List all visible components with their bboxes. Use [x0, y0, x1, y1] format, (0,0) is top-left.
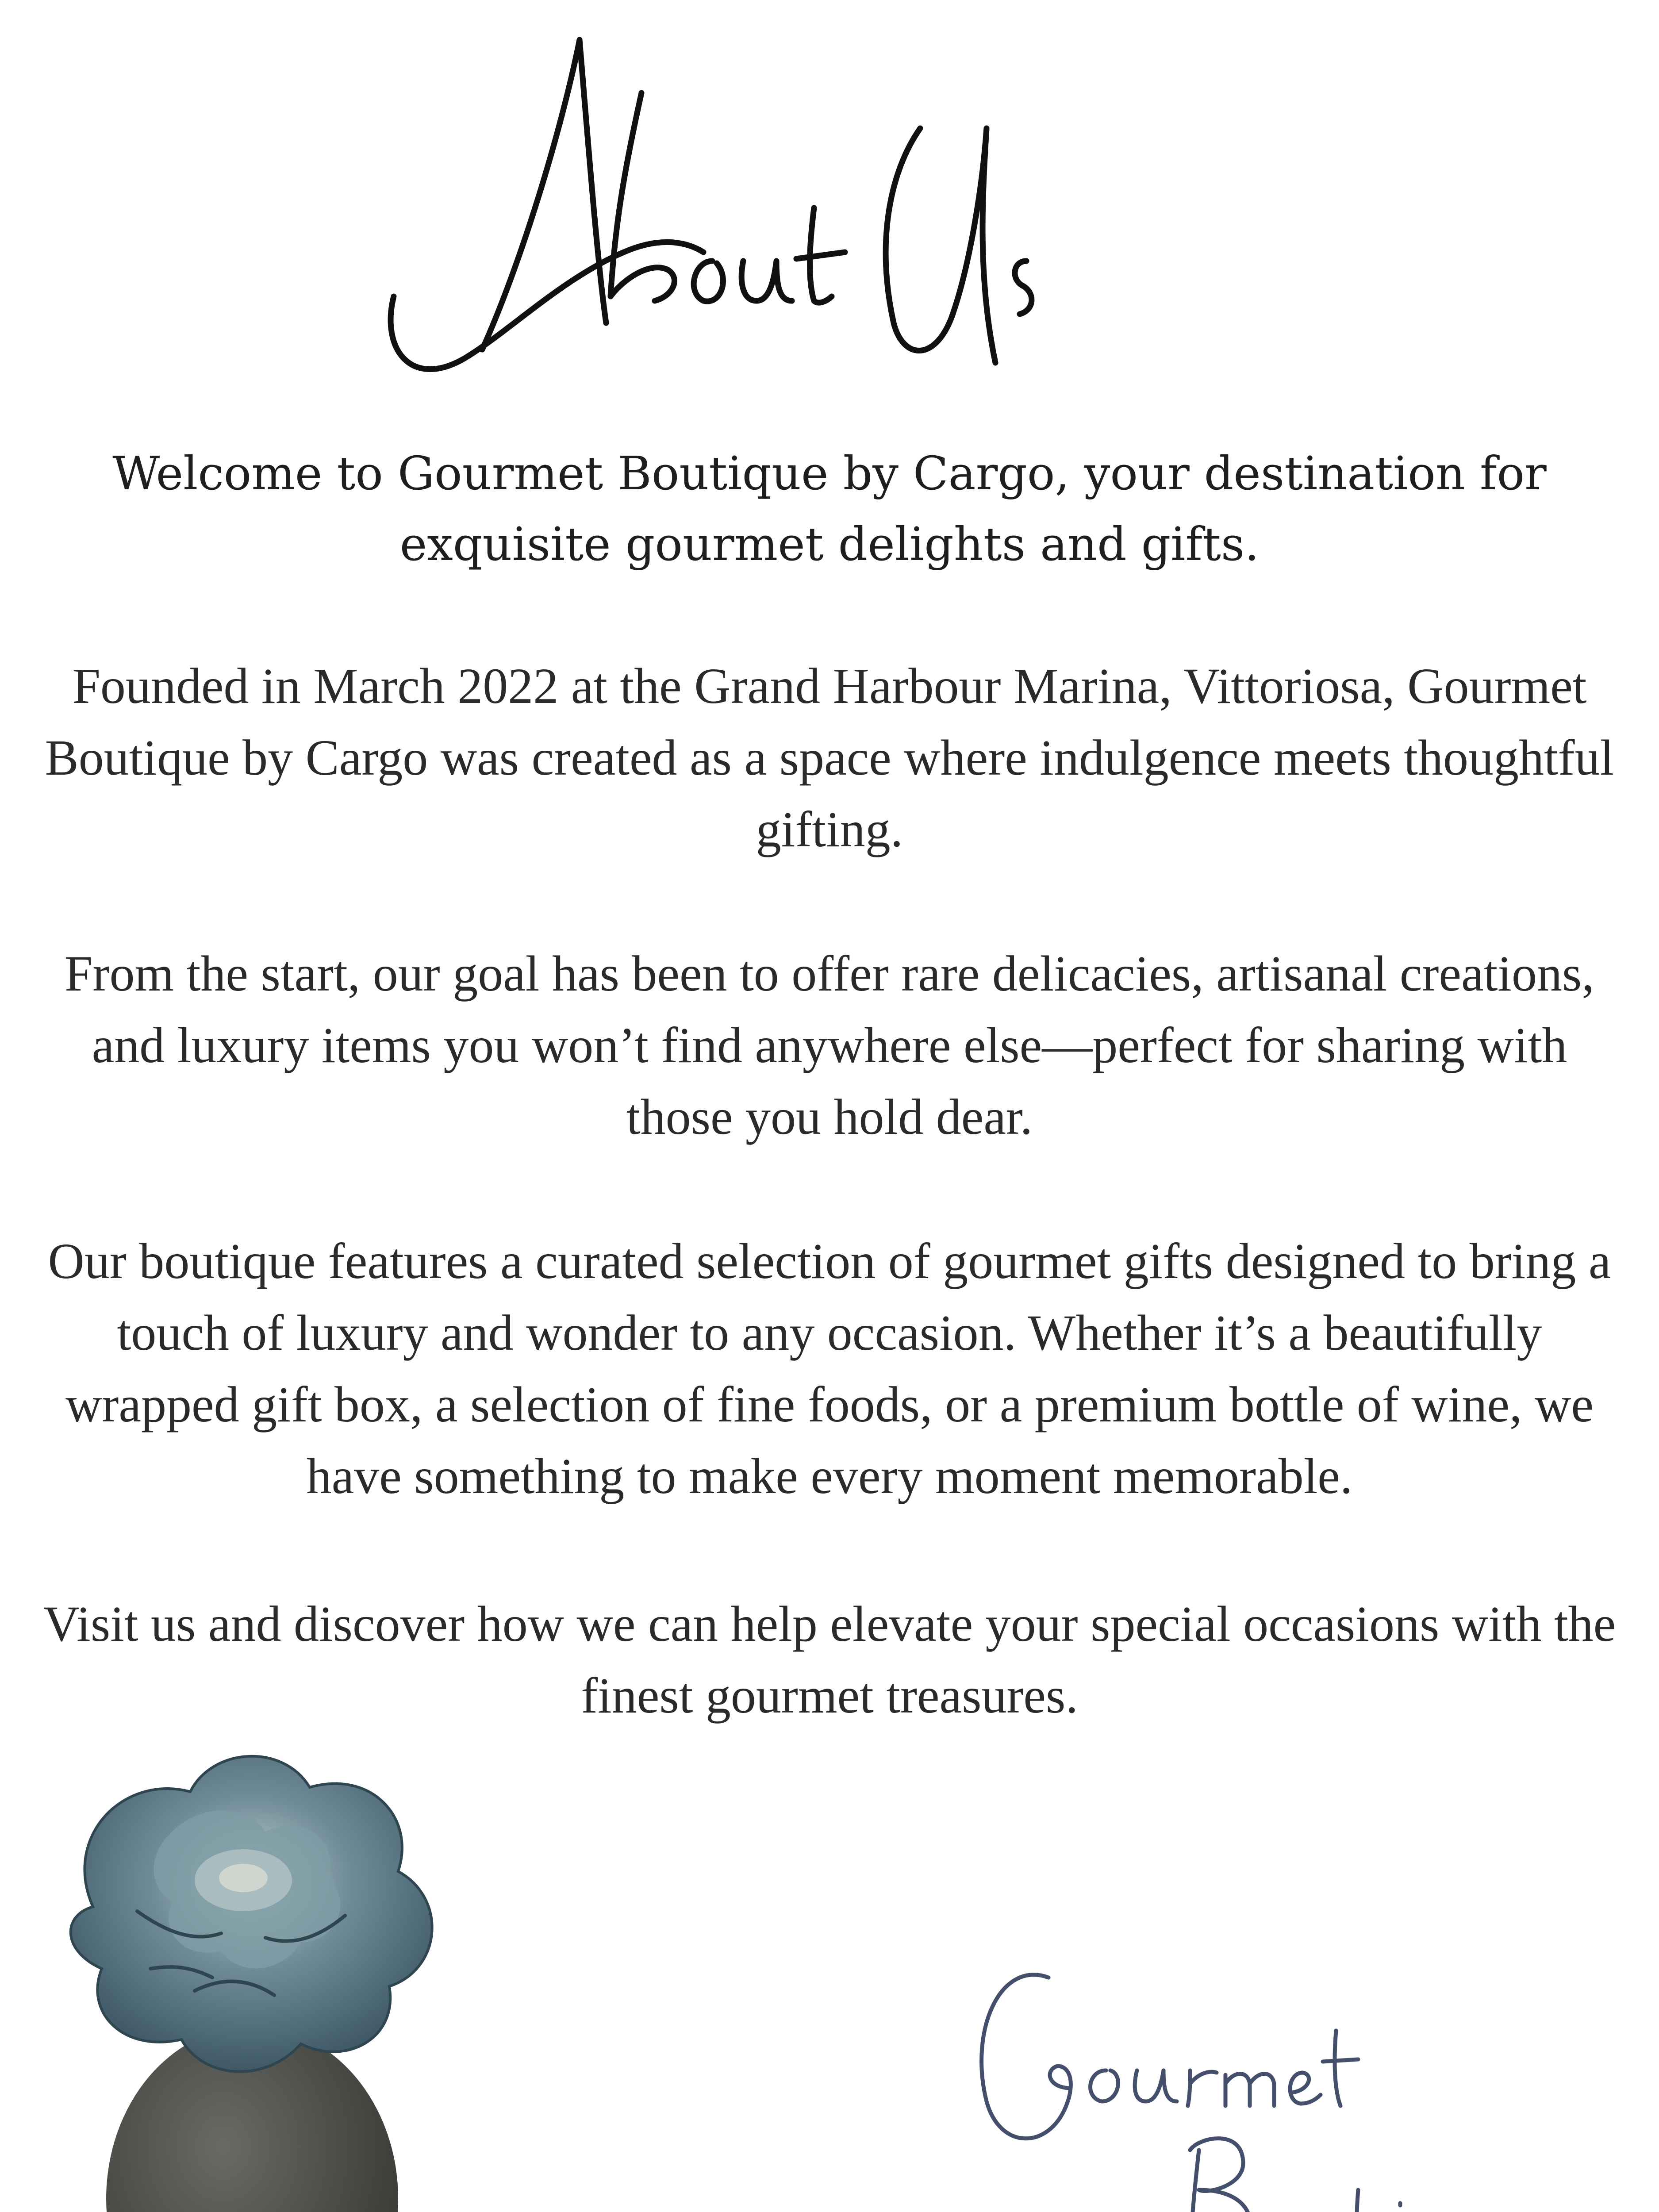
- paragraph-goal: From the start, our goal has been to offer rare delicacies, artisanal creations, and luxury items you won’t find anywhere else—perfect for sharing with those you hold dear.: [65, 945, 1594, 1145]
- flower-vase-image: [35, 1703, 1035, 2212]
- brand-logo-script: [960, 1942, 1579, 2212]
- page-title-script: [376, 13, 1128, 420]
- intro-heading: Welcome to Gourmet Boutique by Cargo, your destination for exquisite gourmet delights and gifts.: [112, 446, 1547, 571]
- paragraph-founding: Founded in March 2022 at the Grand Harbour Marina, Vittoriosa, Gourmet Boutique by Cargo was created as a space where indulgence meets thoughtful gifting.: [45, 658, 1614, 857]
- brand-logo: [960, 1942, 1579, 2212]
- page-title: [376, 13, 1128, 420]
- paragraph-selection: Our boutique features a curated selection of gourmet gifts designed to bring a touch of luxury and wonder to any occasion. Whether it’s a beautifully wrapped gift box, a selection of fine foods, or a premium bottle of wine, we have something to make every moment memorable.: [48, 1233, 1611, 1504]
- flower-vase-icon: [35, 1703, 1035, 2212]
- paragraph-visit: Visit us and discover how we can help elevate your special occasions with the finest gourmet treasures.: [43, 1596, 1616, 1724]
